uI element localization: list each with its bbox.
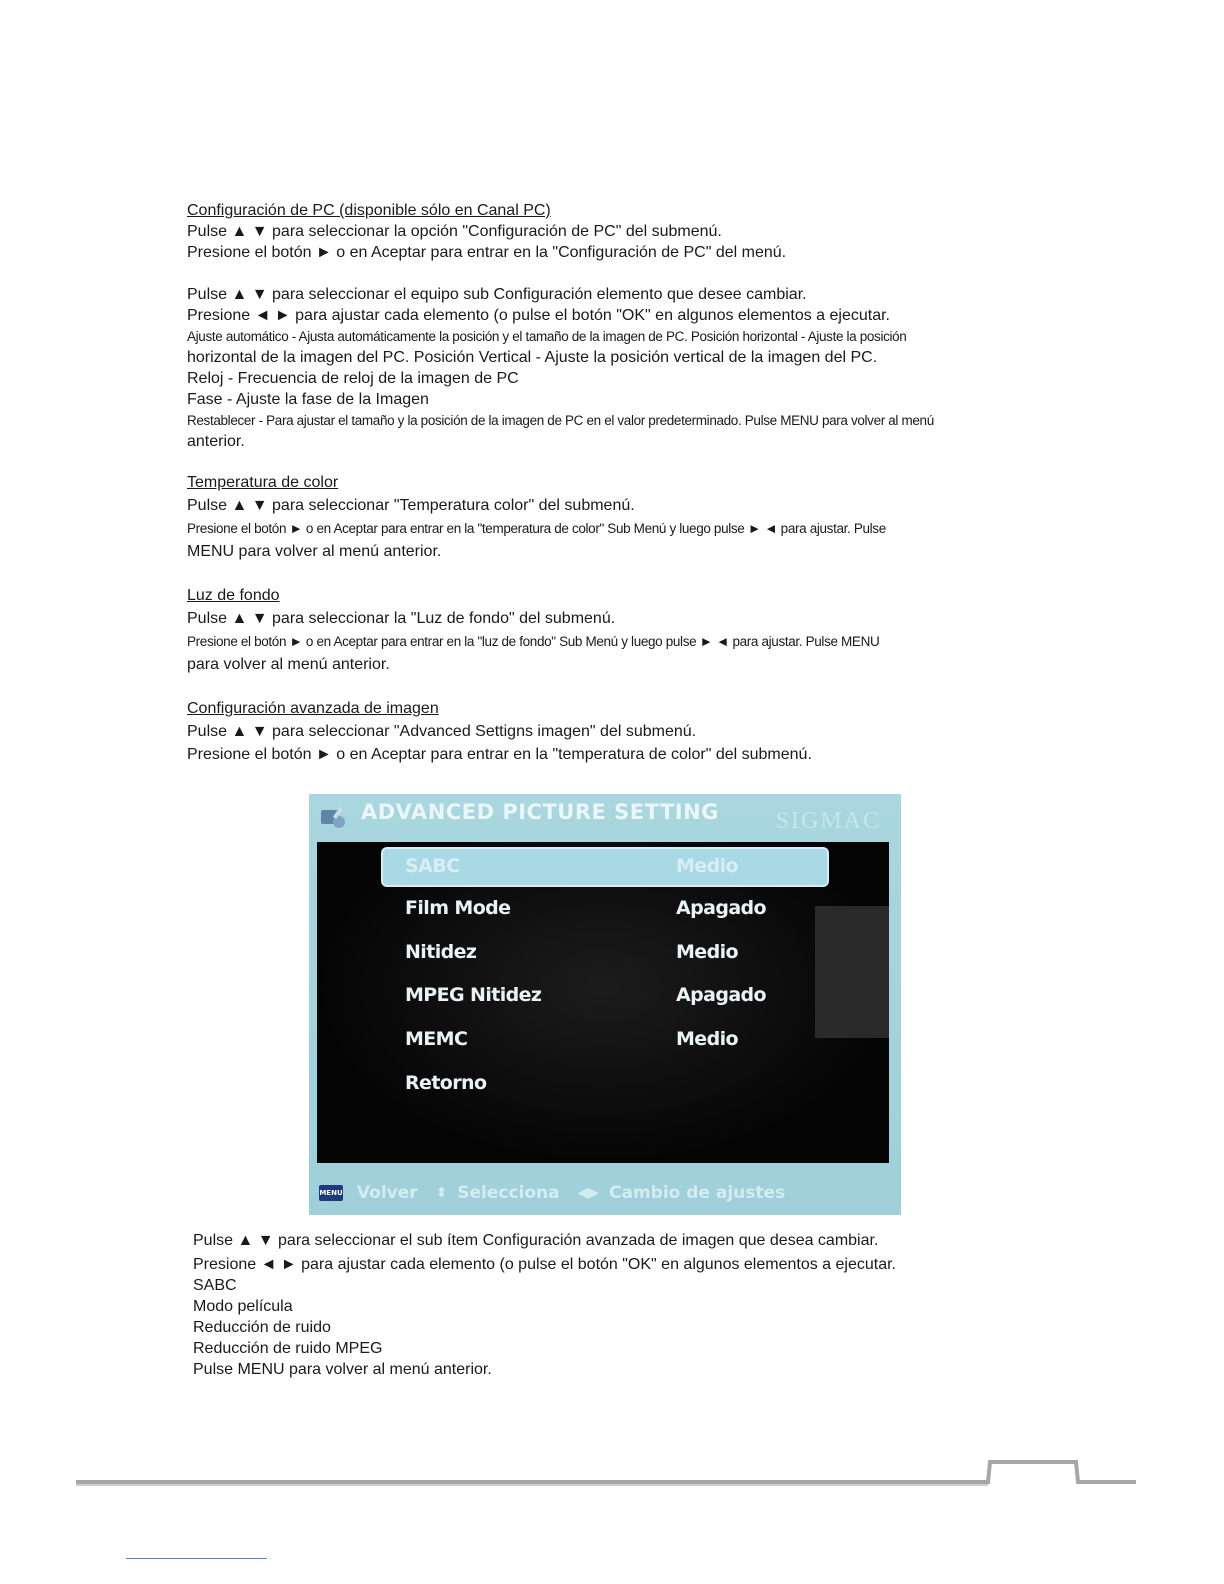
instruction-line: Pulse MENU para volver al menú anterior.	[193, 1361, 492, 1378]
instruction-line: Reloj - Frecuencia de reloj de la imagen de PC	[187, 370, 519, 387]
instruction-line: anterior.	[187, 433, 245, 450]
footer-page-tab	[76, 1458, 1136, 1488]
instruction-line: Pulse ▲ ▼ para seleccionar "Temperatura color" del submenú.	[187, 497, 635, 514]
menu-row-label: Film Mode	[405, 897, 511, 919]
instruction-line: Modo película	[193, 1298, 293, 1315]
menu-row-label: MPEG Nitidez	[405, 984, 542, 1006]
screen-reflection	[815, 906, 889, 1038]
menu-key-icon: MENU	[319, 1185, 343, 1201]
instruction-line: Ajuste automático - Ajusta automáticamente la posición y el tamaño de la imagen de PC. Posición horizontal - Ajuste la posición	[187, 329, 907, 344]
instruction-line: Pulse ▲ ▼ para seleccionar la opción "Configuración de PC" del submenú.	[187, 223, 722, 240]
settings-tools-icon	[319, 804, 349, 830]
section-pc-settings-details	[187, 284, 1037, 452]
brand-logo: SIGMAC	[775, 808, 881, 834]
instruction-line: Presione el botón ► o en Aceptar para entrar en la "temperatura de color" del submenú.	[187, 746, 812, 763]
section-heading: Temperatura de color	[187, 474, 339, 491]
instruction-line: Pulse ▲ ▼ para seleccionar el equipo sub Configuración elemento que desee cambiar.	[187, 286, 807, 303]
advanced-picture-menu-photo	[309, 794, 901, 1215]
menu-footer-hints	[319, 1183, 879, 1207]
menu-row-label: SABC	[405, 855, 460, 877]
instruction-line: horizontal de la imagen del PC. Posición Vertical - Ajuste la posición vertical de la imagen del PC.	[187, 349, 878, 366]
section-advanced-picture	[187, 698, 1037, 765]
menu-row-value: Medio	[676, 941, 738, 963]
menu-row-label: Retorno	[405, 1072, 487, 1094]
instruction-line: Restablecer - Para ajustar el tamaño y la posición de la imagen de PC en el valor predeterminado. Pulse MENU para volver al menú	[187, 413, 934, 428]
menu-screen	[317, 842, 889, 1163]
section-backlight	[187, 585, 1037, 675]
section-heading: Configuración avanzada de imagen	[187, 700, 439, 717]
menu-row-value: Apagado	[676, 897, 767, 919]
instruction-line: SABC	[193, 1277, 237, 1294]
instruction-line: Fase - Ajuste la fase de la Imagen	[187, 391, 429, 408]
menu-row-value: Medio	[676, 1028, 738, 1050]
left-right-arrows-icon: ◀▶	[577, 1185, 600, 1201]
menu-row-label: Nitidez	[405, 941, 477, 963]
instruction-line: MENU para volver al menú anterior.	[187, 543, 442, 560]
instruction-line: Presione ◄ ► para ajustar cada elemento (o pulse el botón "OK" en algunos elementos a ejecutar.	[193, 1256, 896, 1273]
up-down-arrows-icon: ⬍	[435, 1185, 448, 1201]
section-pc-settings	[187, 200, 1037, 263]
instruction-line: Reducción de ruido MPEG	[193, 1340, 383, 1357]
footer-link-underline	[126, 1558, 267, 1559]
instruction-line: Pulse ▲ ▼ para seleccionar "Advanced Settigns imagen" del submenú.	[187, 723, 697, 740]
section-heading: Luz de fondo	[187, 587, 280, 604]
instruction-line: Presione ◄ ► para ajustar cada elemento (o pulse el botón "OK" en algunos elementos a ejecutar.	[187, 307, 890, 324]
instruction-line: Presione el botón ► o en Aceptar para entrar en la "temperatura de color" Sub Menú y luego pulse ► ◄ para ajustar. Pulse	[187, 521, 886, 536]
instruction-line: Presione el botón ► o en Aceptar para entrar en la "Configuración de PC" del menú.	[187, 244, 787, 261]
instruction-line: Presione el botón ► o en Aceptar para entrar en la "luz de fondo" Sub Menú y luego pulse ► ◄ para ajustar. Pulse MENU	[187, 634, 880, 649]
instruction-line: Reducción de ruido	[193, 1319, 331, 1336]
menu-title: ADVANCED PICTURE SETTING	[361, 800, 719, 824]
menu-row-value: Apagado	[676, 984, 767, 1006]
menu-row-label: MEMC	[405, 1028, 468, 1050]
back-hint: Volver	[356, 1183, 418, 1203]
section-advanced-picture-details	[193, 1230, 1043, 1380]
instruction-line: Pulse ▲ ▼ para seleccionar el sub ítem Configuración avanzada de imagen que desea cambiar.	[193, 1232, 879, 1249]
section-color-temperature	[187, 472, 1037, 562]
instruction-line: para volver al menú anterior.	[187, 656, 390, 673]
select-hint: Selecciona	[457, 1183, 560, 1203]
menu-row-value: Medio	[676, 855, 738, 877]
section-heading: Configuración de PC (disponible sólo en Canal PC)	[187, 202, 551, 219]
instruction-line: Pulse ▲ ▼ para seleccionar la "Luz de fondo" del submenú.	[187, 610, 616, 627]
change-settings-hint: Cambio de ajustes	[609, 1183, 786, 1203]
